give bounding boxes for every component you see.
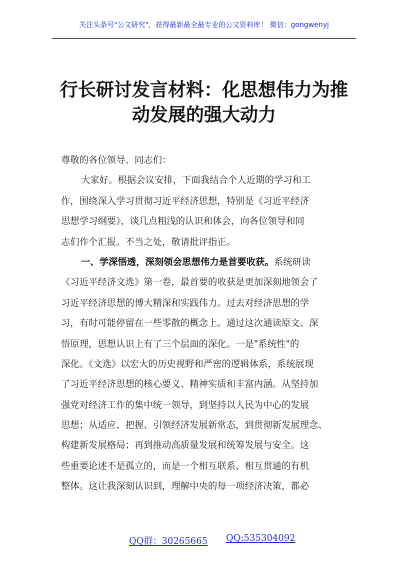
- paragraph-line: 习近平经济思想的博大精深和实践伟力。过去对经济思想的学: [61, 297, 310, 309]
- salutation: 尊敬的各位领导、同志们：: [61, 155, 172, 166]
- paragraph-line: 悟原理，思想认识上有了三个层面的深化。一是"系统性"的: [61, 338, 300, 350]
- title-line-1: 行长研讨发言材料：化思想伟力为推: [60, 80, 348, 101]
- header-note: 关注头条号"公文研究"，获得最新最全最专业的公文资料库！ 微信：gongwenyj: [79, 21, 329, 29]
- paragraph-line: 思想；从适应、把握、引领经济发展新常态，到贯彻新发展理念、: [61, 420, 328, 432]
- paragraph-line: 思想学习纲要》，谈几点粗浅的认识和体会，向各位领导和同: [61, 216, 305, 228]
- header-divider: [52, 38, 356, 39]
- paragraph-line: 志们作个汇报。不当之处，敬请批评指正。: [61, 236, 236, 248]
- footer-qq-contact[interactable]: QQ:535304092: [226, 534, 296, 544]
- paragraph-line: 构建新发展格局；再到推动高质量发展和统筹发展与安全。这: [61, 440, 310, 452]
- section-heading-tail: 系统研读: [273, 256, 311, 268]
- paragraph-line: 整体。这让我深刻认识到，理解中央的每一项经济决策，都必: [61, 481, 310, 493]
- section-heading-line: [61, 253, 361, 273]
- paragraph-line: 强党对经济工作的集中统一领导，到坚持以人民为中心的发展: [61, 399, 310, 411]
- document-body: [61, 151, 361, 498]
- paragraph-line: 深化。《文选》以宏大的历史视野和严密的逻辑体系，系统展现: [61, 358, 314, 370]
- paragraph-line: 《习近平经济文选》第一卷，最首要的收获是更加深刻地领会了: [61, 277, 319, 289]
- title-line-2: 动发展的强大动力: [132, 105, 276, 126]
- paragraph-line: 作，围绕深入学习贯彻习近平经济思想，特别是《习近平经济: [61, 195, 310, 207]
- paragraph-line: 大家好。根据会议安排，下面我结合个人近期的学习和工: [81, 175, 311, 187]
- section-heading: 一、学深悟透，深刻领会思想伟力是首要收获。: [81, 256, 274, 268]
- paragraph-line: 了习近平经济思想的核心要义、精神实质和丰富内涵。从坚持加: [61, 379, 319, 391]
- paragraph-line: 些重要论述不是孤立的，而是一个相互联系、相互贯通的有机: [61, 460, 310, 472]
- footer-qq-group[interactable]: QQ群：30265665: [129, 537, 208, 547]
- document-title: [40, 78, 368, 128]
- paragraph-line: 习，有时可能停留在一些零散的概念上。通过这次通读原文、深: [61, 318, 319, 330]
